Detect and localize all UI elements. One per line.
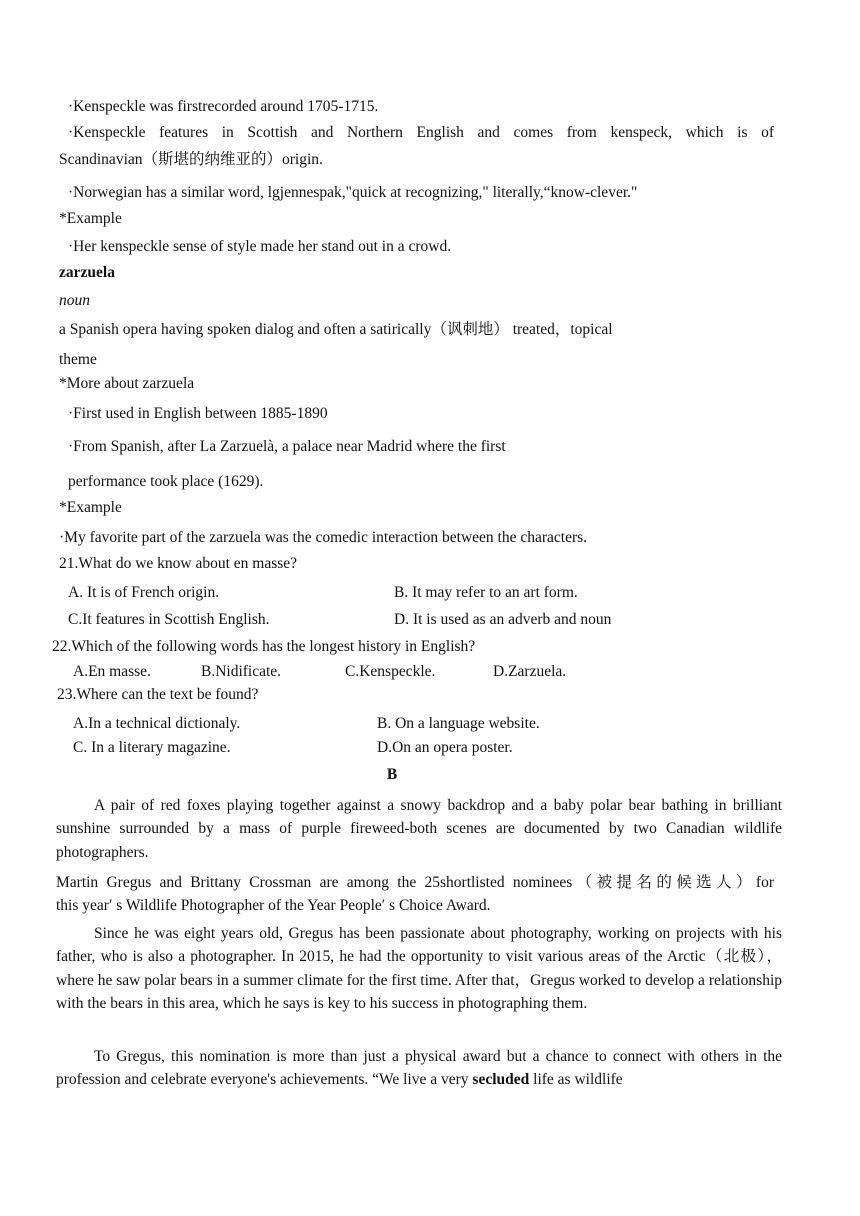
more-about-heading: *More about zarzuela xyxy=(59,375,195,392)
paragraph-2-line-2: this year′ s Wildlife Photographer of the Year People′ s Choice Award. xyxy=(56,897,491,914)
keyword-secluded: secluded xyxy=(472,1071,530,1089)
zarzuela-definition-line-2: theme xyxy=(59,351,97,368)
kenspeckle-note-2: ·Kenspeckle features in Scottish and Northern English and comes from kenspeck, which is of xyxy=(68,124,774,141)
zarzuela-note-1: ·First used in English between 1885-1890 xyxy=(68,405,328,422)
q23-option-b: B. On a language website. xyxy=(377,715,540,732)
q21-option-a: A. It is of French origin. xyxy=(68,584,220,601)
section-b-heading: B xyxy=(386,766,398,783)
question-21-stem: 21.What do we know about en masse? xyxy=(59,555,298,572)
q22-option-d: D.Zarzuela. xyxy=(493,663,567,680)
kenspeckle-example: ·Her kenspeckle sense of style made her stand out in a crowd. xyxy=(68,238,452,255)
q21-option-d: D. It is used as an adverb and noun xyxy=(394,611,612,628)
q23-option-c: C. In a literary magazine. xyxy=(73,739,231,756)
paragraph-2-line-1: Martin Gregus and Brittany Crossman are among the 25shortlisted nominees（被提名的候选人）for xyxy=(56,874,774,891)
example-heading: *Example xyxy=(59,210,122,227)
zarzuela-example: ·My favorite part of the zarzuela was the comedic interaction between the characters. xyxy=(59,529,588,546)
q22-option-b: B.Nidificate. xyxy=(201,663,282,680)
paragraph-4-text-b: life as wildlife xyxy=(529,1071,623,1089)
q21-option-c: C.It features in Scottish English. xyxy=(68,611,270,628)
headword-zarzuela: zarzuela xyxy=(59,264,115,281)
zarzuela-definition-line-1: a Spanish opera having spoken dialog and often a satirically（讽刺地） treated，topical xyxy=(59,321,613,338)
kenspeckle-note-3: ·Norwegian has a similar word, lgjennespak,"quick at recognizing," literally,“know-clever." xyxy=(68,184,638,201)
question-23-stem: 23.Where can the text be found? xyxy=(57,686,259,703)
zarzuela-note-3: performance took place (1629). xyxy=(68,473,264,490)
part-of-speech: noun xyxy=(59,292,90,309)
paragraph-1: A pair of red foxes playing together against a snowy backdrop and a baby polar bear bathing in brilliant sunshine surrounded by a mass of purple fireweed-both scenes are documented by two Canadian wildlife photographers. xyxy=(56,797,782,861)
q22-option-c: C.Kenspeckle. xyxy=(345,663,436,680)
kenspeckle-note-1: ·Kenspeckle was firstrecorded around 1705-1715. xyxy=(68,98,379,115)
example-heading-2: *Example xyxy=(59,499,122,516)
q21-option-b: B. It may refer to an art form. xyxy=(394,584,578,601)
zarzuela-note-2: ·From Spanish, after La Zarzuelà, a palace near Madrid where the first xyxy=(68,438,506,455)
paragraph-3: Since he was eight years old, Gregus has been passionate about photography, working on projects with his father, who is also a photographer. In 2015, he had the opportunity to visit various areas of the Arctic（北极）， where he saw polar bears in a summer climate for the first time. After that，Gregus worked to develop a relationship with the bears in this area, which he says is key to his success in photographing them. xyxy=(56,925,782,1012)
q23-option-a: A.In a technical dictionaly. xyxy=(73,715,241,732)
question-22-stem: 22.Which of the following words has the longest history in English? xyxy=(52,638,476,655)
q22-option-a: A.En masse. xyxy=(73,663,151,680)
q23-option-d: D.On an opera poster. xyxy=(377,739,513,756)
paragraph-4 xyxy=(56,1045,782,1092)
paragraph-4-text-a: To Gregus, this nomination is more than just a physical award but a chance to connect with others in the profession and celebrate everyone's achievements. “We live a very xyxy=(56,1048,782,1089)
kenspeckle-note-2-cont: Scandinavian（斯堪的纳维亚的）origin. xyxy=(59,151,323,168)
